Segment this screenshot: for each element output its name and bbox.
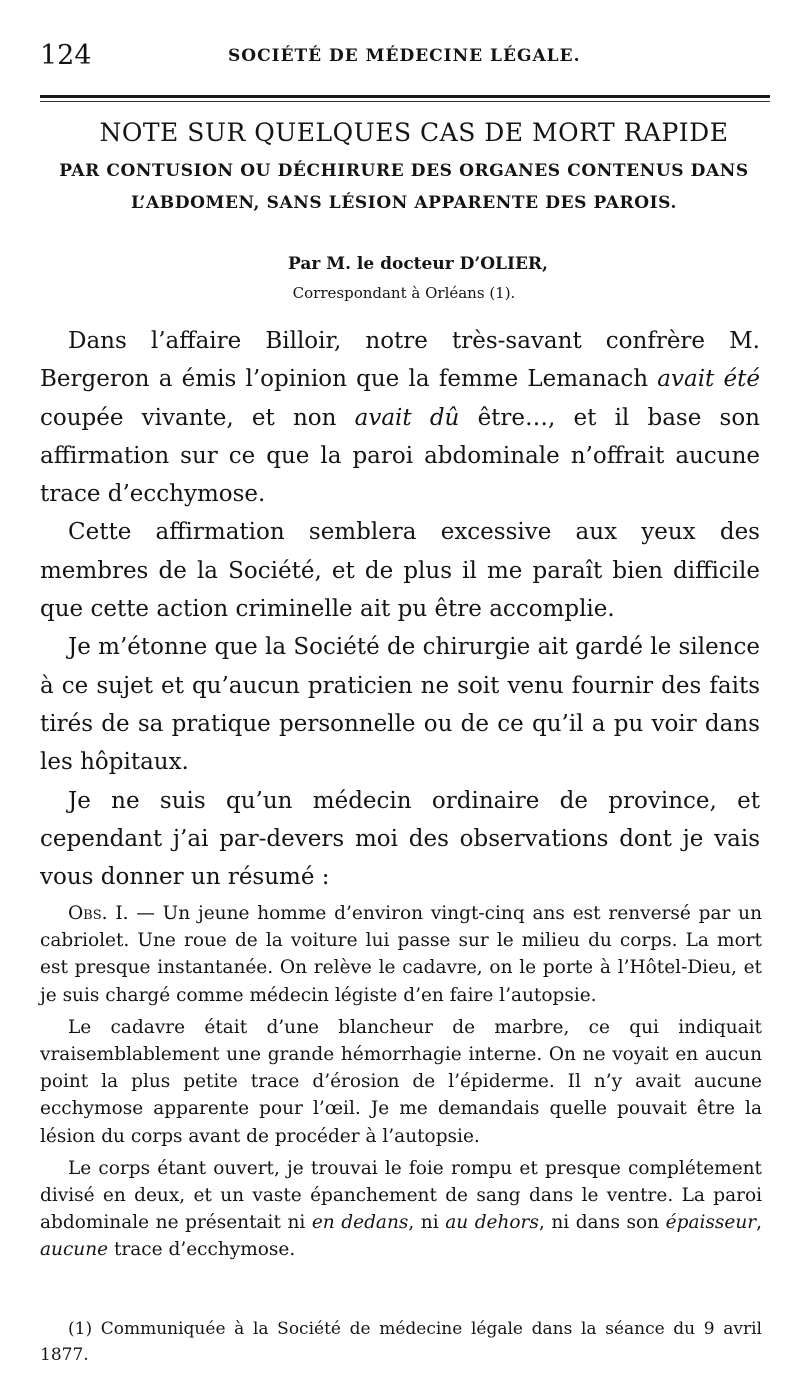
title-line-3: L’ABDOMEN, SANS LÉSION APPARENTE DES PAROIS.: [131, 193, 677, 213]
observation-paragraph-2: Le cadavre était d’une blancheur de marbre, ce qui indiquait vraisemblablement une grande hémorrhagie interne. On ne voyait en aucun point la plus petite trace d’érosion de l’épiderme. Il n’y avait aucune ecchymose apparente pour l’œil. Je me demandais quelle pouvait être la lésion du corps avant de procéder à l’autopsie.: [40, 1016, 762, 1147]
paragraph-4: Je ne suis qu’un médecin ordinaire de province, et cependant j’ai par-devers moi des observations dont je vais vous donner un résumé :: [40, 787, 760, 891]
observation-paragraph-1: Obs. I. — Un jeune homme d’environ vingt-cinq ans est renversé par un cabriolet. Une roue de la voiture lui passe sur le milieu du corps. La mort est presque instantanée. On relève le cadavre, on le porte à l’Hôtel-Dieu, et je suis chargé comme médecin légiste d’en faire l’autopsie.: [40, 903, 762, 1006]
footnote-text: (1) Communiquée à la Société de médecine légale dans la séance du 9 avril 1877.: [40, 1319, 762, 1365]
observation-paragraph-3: Le corps étant ouvert, je trouvai le foie rompu et presque complétement divisé en deux, et un vaste épanchement de sang dans le ventre. La paroi abdominale ne présentait ni en dedans, ni au dehors, ni dans son épaisseur, aucune trace d’ecchymose.: [40, 1157, 762, 1261]
paragraph-2: Cette affirmation semblera excessive aux yeux des membres de la Société, et de plus il me paraît bien difficile que cette action criminelle ait pu être accomplie.: [40, 519, 760, 623]
observation-section: [40, 900, 762, 1264]
emphasis: aucune: [40, 1239, 109, 1261]
title-line-2: PAR CONTUSION OU DÉCHIRURE DES ORGANES CONTENUS DANS: [59, 161, 749, 181]
paragraph-1: Dans l’affaire Billoir, notre très-savant confrère M. Bergeron a émis l’opinion que la femme Lemanach avait été coupée vivante, et non avait dû être…, et il base son affirmation sur ce que la paroi abdominale n’offrait aucune trace d’ecchymose.: [40, 328, 760, 508]
emphasis: avait été: [657, 366, 760, 393]
main-text: [40, 322, 760, 896]
author-affiliation: Correspondant à Orléans (1).: [292, 284, 516, 302]
title-line-1: NOTE SUR QUELQUES CAS DE MORT RAPIDE: [99, 118, 729, 147]
emphasis: avait dû: [354, 404, 460, 431]
author-line: Par M. le docteur D’OLIER,: [288, 254, 548, 274]
emphasis: épaisseur: [665, 1212, 757, 1234]
page-header: [40, 38, 768, 72]
emphasis: en dedans: [311, 1212, 409, 1234]
emphasis: au dehors: [445, 1212, 539, 1234]
header-rule-thin: [40, 101, 770, 102]
article-title: [40, 118, 768, 213]
page-number: 124: [40, 40, 92, 71]
footnote: [40, 1316, 762, 1368]
running-title: SOCIÉTÉ DE MÉDECINE LÉGALE.: [228, 46, 581, 66]
paragraph-3: Je m’étonne que la Société de chirurgie ait gardé le silence à ce sujet et qu’aucun praticien ne soit venu fournir des faits tirés de sa pratique personnelle ou de ce qu’il a pu voir dans les hôpitaux.: [40, 634, 760, 776]
header-rule: [40, 95, 770, 98]
observation-label: Obs. I.: [68, 903, 129, 924]
